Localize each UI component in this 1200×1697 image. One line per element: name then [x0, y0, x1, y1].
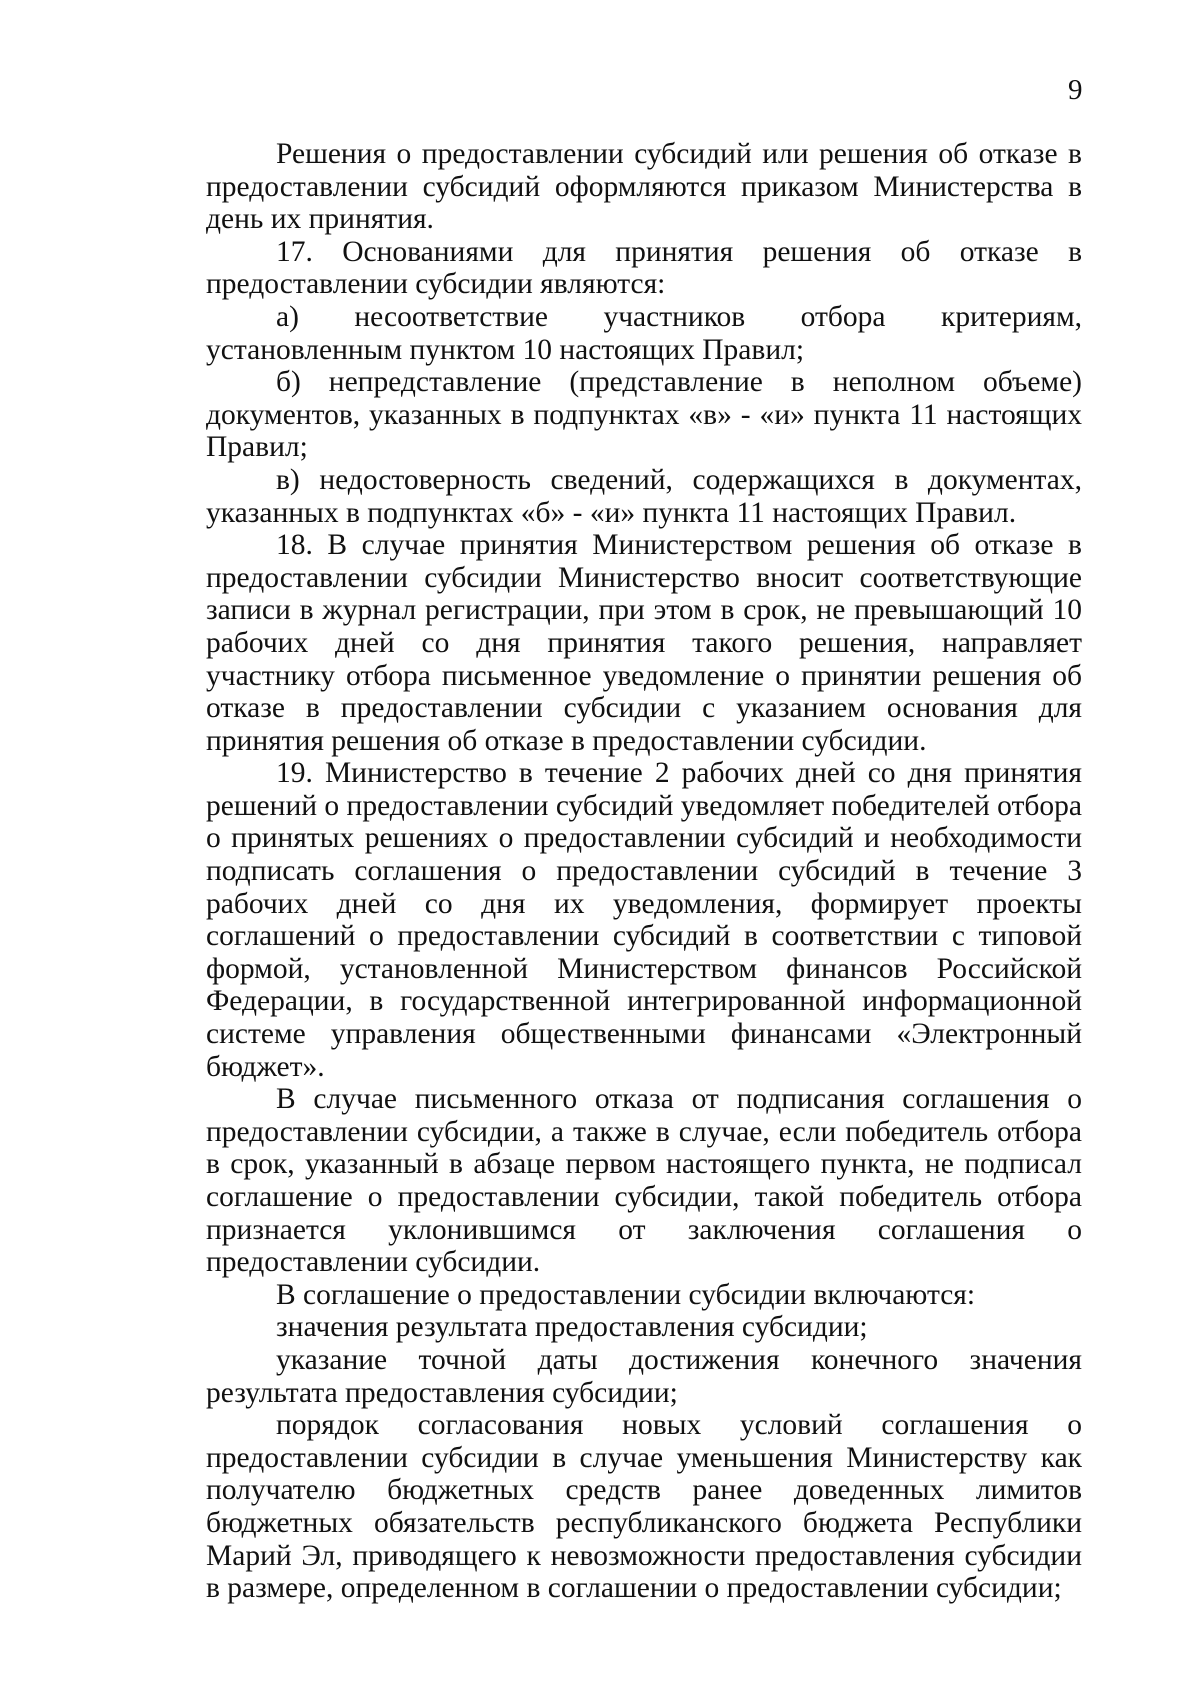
paragraph-agreement-includes: В соглашение о предоставлении субсидии включаются:: [276, 1278, 976, 1311]
paragraph-19: 19. Министерство в течение 2 рабочих дней со дня принятия решений о предоставлении субсидий уведомляет победителей отбора о принятых решениях о предоставлении субсидий и необходимости подписать соглашения о предоставлении субсидий в течение 3 рабочих дней со дня их уведомления, формирует проекты соглашений о предоставлении субсидий в соответствии с типовой формой, установленной Министерством финансов Российской Федерации, в государственной интегрированной информационной системе управления общественными финансами «Электронный бюджет».: [206, 757, 1082, 1083]
paragraph-decisions-formalized: Решения о предоставлении субсидий или решения об отказе в предоставлении субсидий оформляются приказом Министерства в день их принятия.: [206, 138, 1082, 236]
paragraph-17b: б) непредставление (представление в неполном объеме) документов, указанных в подпунктах «в» - «и» пункта 11 настоящих Правил;: [206, 366, 1082, 464]
paragraph-result-values: значения результата предоставления субсидии;: [276, 1311, 868, 1344]
document-body: [206, 138, 1082, 1605]
paragraph-17-refusal-grounds: 17. Основаниями для принятия решения об отказе в предоставлении субсидии являются:: [206, 235, 1082, 301]
paragraph-18: 18. В случае принятия Министерством решения об отказе в предоставлении субсидии Министерство вносит соответствующие записи в журнал регистрации, при этом в срок, не превышающий 10 рабочих дней со дня принятия такого решения, направляет участнику отбора письменное уведомление о принятии решения об отказе в предоставлении субсидии с указанием основания для принятия решения об отказе в предоставлении субсидии.: [206, 529, 1082, 757]
paragraph-19-refusal-to-sign: В случае письменного отказа от подписания соглашения о предоставлении субсидии, а также в случае, если победитель отбора в срок, указанный в абзаце первом настоящего пункта, не подписал соглашение о предоставлении субсидии, такой победитель отбора признается уклонившимся от заключения соглашения о предоставлении субсидии.: [206, 1083, 1082, 1279]
page-number: 9: [1068, 74, 1083, 106]
paragraph-17v: в) недостоверность сведений, содержащихся в документах, указанных в подпунктах «б» - «и» пункта 11 настоящих Правил.: [206, 463, 1082, 529]
paragraph-17a: а) несоответствие участников отбора критериям, установленным пунктом 10 настоящих Правил;: [206, 300, 1082, 366]
paragraph-achievement-date: указание точной даты достижения конечного значения результата предоставления субсидии;: [206, 1343, 1082, 1409]
paragraph-new-conditions-procedure: порядок согласования новых условий соглашения о предоставлении субсидии в случае уменьшения Министерству как получателю бюджетных средств ранее доведенных лимитов бюджетных обязательств республиканского бюджета Республики Марий Эл, приводящего к невозможности предоставления субсидии в размере, определенном в соглашении о предоставлении субсидии;: [206, 1409, 1082, 1605]
